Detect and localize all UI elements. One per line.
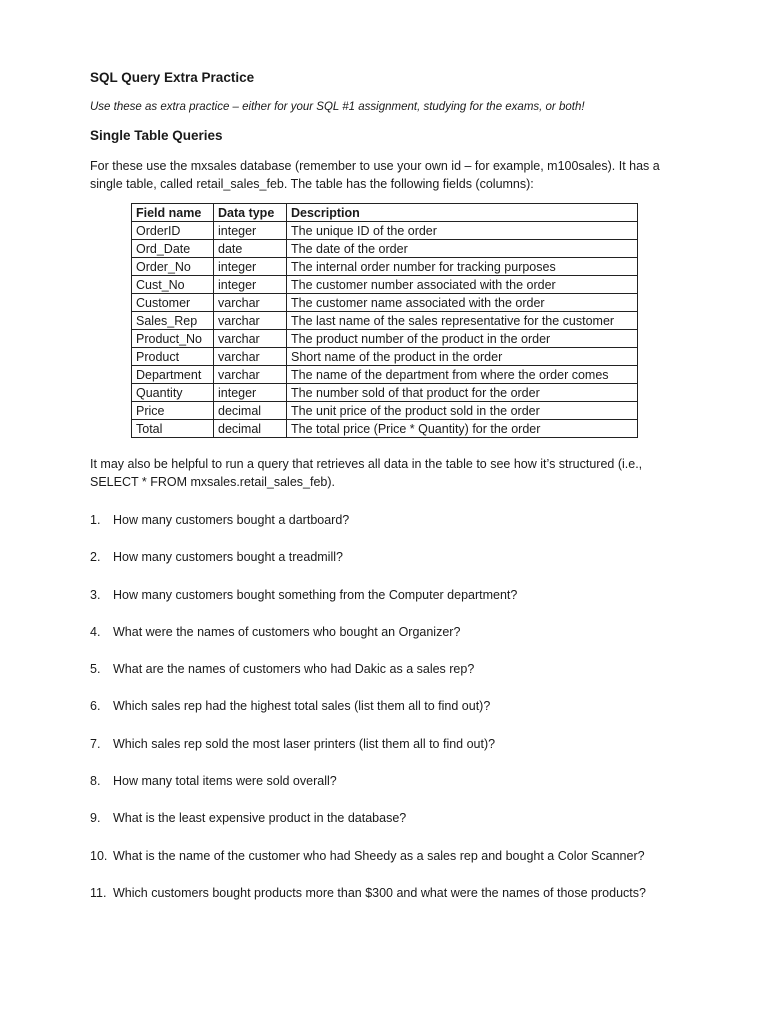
question-number: 6. (90, 699, 101, 714)
cell-description: The last name of the sales representative for the customer (287, 312, 638, 330)
table-header-row (132, 204, 638, 222)
table-row (132, 258, 638, 276)
cell-field-name: Cust_No (132, 276, 214, 294)
cell-data-type: decimal (214, 402, 287, 420)
question-text: Which sales rep had the highest total sales (list them all to find out)? (113, 699, 491, 714)
question-item (90, 586, 680, 623)
table-row (132, 276, 638, 294)
question-number: 11. (90, 885, 107, 900)
cell-field-name: Price (132, 402, 214, 420)
table-row (132, 312, 638, 330)
cell-data-type: varchar (214, 330, 287, 348)
question-item (90, 772, 680, 809)
cell-field-name: Sales_Rep (132, 312, 214, 330)
cell-data-type: decimal (214, 420, 287, 438)
cell-description: The unit price of the product sold in the order (287, 402, 638, 420)
cell-description: The number sold of that product for the order (287, 384, 638, 402)
table-row (132, 222, 638, 240)
question-text: What were the names of customers who bought an Organizer? (113, 624, 461, 639)
question-item (90, 735, 680, 772)
fields-table (131, 203, 638, 438)
cell-description: The internal order number for tracking purposes (287, 258, 638, 276)
cell-field-name: Order_No (132, 258, 214, 276)
question-text: How many customers bought a dartboard? (113, 513, 350, 527)
note-paragraph: It may also be helpful to run a query that retrieves all data in the table to see how it’s structured (i.e., SELECT * FROM mxsales.retail_sales_feb). (90, 457, 643, 489)
question-list (90, 511, 680, 921)
cell-field-name: Product (132, 348, 214, 366)
document-subtitle: Use these as extra practice – either for your SQL #1 assignment, studying for the exams, or both! (90, 101, 585, 113)
cell-description: The total price (Price * Quantity) for the order (287, 420, 638, 438)
cell-data-type: varchar (214, 348, 287, 366)
cell-field-name: Ord_Date (132, 240, 214, 258)
question-number: 1. (90, 513, 101, 527)
question-number: 8. (90, 774, 101, 789)
table-row (132, 402, 638, 420)
cell-field-name: OrderID (132, 222, 214, 240)
question-item (90, 847, 680, 884)
cell-data-type: integer (214, 258, 287, 276)
question-item (90, 697, 680, 734)
cell-data-type: integer (214, 222, 287, 240)
table-row (132, 366, 638, 384)
question-text: How many customers bought something from the Computer department? (113, 587, 518, 602)
cell-data-type: varchar (214, 294, 287, 312)
table-row (132, 240, 638, 258)
cell-description: The product number of the product in the order (287, 330, 638, 348)
table-row (132, 384, 638, 402)
question-number: 10. (90, 848, 108, 863)
document-page (90, 68, 680, 921)
question-item (90, 809, 680, 846)
question-number: 7. (90, 736, 101, 751)
question-item (90, 660, 680, 697)
cell-field-name: Product_No (132, 330, 214, 348)
cell-field-name: Total (132, 420, 214, 438)
question-number: 4. (90, 624, 101, 639)
cell-description: The name of the department from where the order comes (287, 366, 638, 384)
cell-data-type: integer (214, 384, 287, 402)
cell-description: The unique ID of the order (287, 222, 638, 240)
question-item (90, 548, 680, 585)
cell-description: The customer name associated with the order (287, 294, 638, 312)
header-field-name: Field name (132, 204, 214, 222)
cell-field-name: Customer (132, 294, 214, 312)
table-row (132, 330, 638, 348)
table-row (132, 348, 638, 366)
table-row (132, 420, 638, 438)
question-text: What is the least expensive product in the database? (113, 811, 407, 826)
section-heading: Single Table Queries (90, 128, 223, 143)
question-number: 2. (90, 550, 101, 565)
header-data-type: Data type (214, 204, 287, 222)
intro-paragraph: For these use the mxsales database (remember to use your own id – for example, m100sales). It has a single table, called retail_sales_feb. The table has the following fields (columns): (90, 159, 660, 191)
question-text: How many total items were sold overall? (113, 774, 337, 789)
question-number: 5. (90, 662, 101, 677)
document-title: SQL Query Extra Practice (90, 70, 255, 85)
question-text: How many customers bought a treadmill? (113, 550, 343, 565)
question-text: What are the names of customers who had Dakic as a sales rep? (113, 662, 475, 677)
question-number: 3. (90, 587, 101, 602)
question-text: Which sales rep sold the most laser printers (list them all to find out)? (113, 736, 496, 751)
question-number: 9. (90, 811, 101, 826)
cell-description: The customer number associated with the order (287, 276, 638, 294)
question-item (90, 884, 680, 921)
cell-data-type: integer (214, 276, 287, 294)
cell-data-type: date (214, 240, 287, 258)
header-description: Description (287, 204, 638, 222)
cell-description: Short name of the product in the order (287, 348, 638, 366)
question-text: Which customers bought products more than $300 and what were the names of those products? (113, 885, 646, 900)
question-item (90, 511, 680, 548)
cell-description: The date of the order (287, 240, 638, 258)
question-text: What is the name of the customer who had Sheedy as a sales rep and bought a Color Scanner? (113, 848, 645, 863)
cell-field-name: Quantity (132, 384, 214, 402)
table-row (132, 294, 638, 312)
cell-field-name: Department (132, 366, 214, 384)
cell-data-type: varchar (214, 312, 287, 330)
question-item (90, 623, 680, 660)
cell-data-type: varchar (214, 366, 287, 384)
